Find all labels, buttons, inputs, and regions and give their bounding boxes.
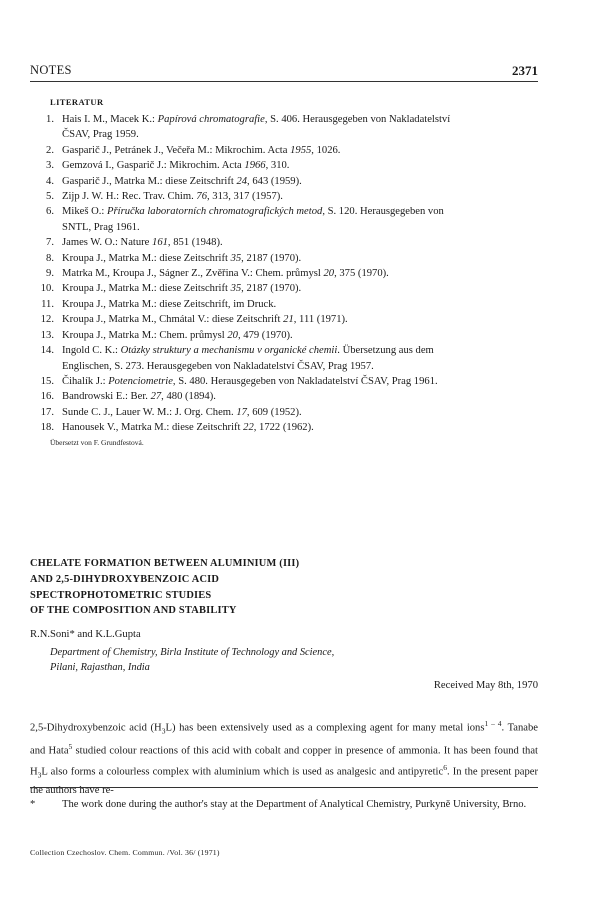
header-rule: [30, 81, 538, 82]
reference-item: [30, 389, 538, 404]
reference-item: [30, 266, 538, 281]
reference-continuation: SNTL, Prag 1961.: [62, 221, 140, 233]
reference-italic: 17: [236, 406, 247, 418]
reference-italic: 1955: [290, 144, 312, 156]
reference-item: [30, 405, 538, 420]
article-title-line: OF THE COMPOSITION AND STABILITY: [30, 605, 237, 617]
reference-number: 4.: [46, 175, 54, 187]
body-text: . Tanabe and Hata: [30, 722, 538, 757]
reference-number: 3.: [46, 160, 54, 172]
reference-italic: 21: [283, 314, 294, 326]
reference-text: , 1026.: [311, 144, 341, 156]
reference-italic: 35: [230, 283, 242, 295]
reference-text: . Übersetzung aus dem: [337, 345, 434, 357]
reference-number: 7.: [46, 237, 54, 249]
reference-text: , S. 480. Herausgegeben von Nakladatelství ČSAV, Prag 1961.: [172, 375, 438, 387]
reference-item: [30, 235, 538, 250]
reference-text: , S. 406. Herausgegeben von Nakladatelství: [264, 114, 451, 125]
reference-item: [30, 204, 538, 235]
reference-text: , S. 120. Herausgegeben von: [322, 206, 444, 218]
section-name: NOTES: [30, 63, 72, 77]
page-header: [30, 63, 538, 79]
reference-item: [30, 420, 538, 435]
affiliation-line: Department of Chemistry, Birla Institute of Technology and Science,: [50, 647, 335, 658]
reference-italic: 35: [230, 252, 242, 264]
body-text: L also forms a colourless complex with aluminium which is used as analgesic and antipyretic: [41, 766, 444, 778]
reference-italic: 24: [236, 175, 248, 187]
reference-italic: Otázky struktury a mechanismu v organické chemii: [120, 345, 338, 357]
footnote-rule: [30, 787, 538, 788]
reference-italic: 20: [227, 329, 238, 341]
footnote: [30, 797, 538, 813]
reference-item: [30, 174, 538, 189]
translator-note: Übersetzt von F. Grundfestová.: [50, 438, 144, 447]
reference-number: 14.: [40, 345, 54, 357]
reference-list: [30, 112, 538, 436]
reference-italic: 1966: [244, 160, 266, 172]
reference-item: [30, 328, 538, 343]
reference-number: 9.: [46, 268, 54, 280]
reference-text: Matrka M., Kroupa J., Ságner Z., Zvěřina V.: Chem. průmysl: [62, 268, 324, 280]
article-authors: R.N.Soni* and K.L.Gupta: [30, 629, 141, 640]
reference-number: 8.: [46, 252, 54, 264]
article-title-line: CHELATE FORMATION BETWEEN ALUMINIUM (III): [30, 558, 300, 569]
author-affiliation: [50, 646, 334, 675]
reference-item: [30, 281, 538, 296]
reference-continuation: ČSAV, Prag 1959.: [62, 129, 139, 141]
reference-text: , 480 (1894).: [161, 391, 216, 403]
reference-number: 2.: [46, 144, 54, 156]
literature-heading: LITERATUR: [50, 97, 104, 107]
reference-italic: 161: [152, 237, 168, 249]
affiliation-line: Pilani, Rajasthan, India: [50, 661, 150, 673]
reference-text: Kroupa J., Matrka M.: diese Zeitschrift: [62, 252, 231, 264]
footnote-text: The work done during the author's stay at the Department of Analytical Chemistry, Purkyně University, Brno.: [62, 799, 527, 810]
reference-text: Kroupa J., Matrka M.: diese Zeitschrift: [62, 283, 231, 295]
reference-item: [30, 189, 538, 204]
reference-italic: 27: [150, 391, 162, 403]
reference-number: 1.: [46, 114, 54, 125]
reference-item: [30, 312, 538, 327]
reference-text: Kroupa J., Matrka M.: Chem. průmysl: [62, 329, 228, 341]
reference-text: Gasparič J., Petránek J., Večeřa M.: Mikrochim. Acta: [62, 144, 291, 156]
reference-number: 6.: [46, 206, 54, 218]
article-title: [30, 556, 538, 619]
reference-text: Bandrowski E.: Ber.: [62, 391, 151, 403]
journal-footer: Collection Czechoslov. Chem. Commun. /Vol. 36/ (1971): [30, 848, 220, 857]
reference-item: [30, 297, 538, 312]
reference-text: , 2187 (1970).: [241, 252, 302, 264]
reference-text: , 1722 (1962).: [253, 422, 314, 434]
reference-italic: Potenciometrie: [108, 375, 173, 387]
reference-italic: 20: [323, 268, 335, 280]
reference-text: Hais I. M., Macek K.:: [62, 114, 158, 125]
reference-item: [30, 251, 538, 266]
reference-text: Ingold C. K.:: [62, 345, 121, 357]
reference-italic: 22: [243, 422, 254, 434]
page-number: 2371: [512, 63, 538, 78]
body-text: . In the present paper the authors have re-: [30, 766, 538, 797]
reference-text: Kroupa J., Matrka M.: diese Zeitschrift, im Druck.: [62, 298, 277, 310]
reference-text: , 479 (1970).: [237, 329, 293, 341]
reference-text: , 643 (1959).: [247, 175, 302, 187]
reference-text: Hanousek V., Matrka M.: diese Zeitschrift: [62, 422, 244, 434]
reference-continuation: Englischen, S. 273. Herausgegeben von Nakladatelství ČSAV, Prag 1957.: [62, 360, 374, 372]
reference-text: , 2187 (1970).: [241, 283, 302, 295]
reference-text: , 375 (1970).: [334, 268, 389, 280]
body-text: studied colour reactions of this acid with cobalt and copper in presence of ammonia. It has been found that H: [30, 745, 538, 778]
reference-number: 18.: [40, 422, 54, 434]
reference-text: Sunde C. J., Lauer W. M.: J. Org. Chem.: [62, 406, 237, 418]
reference-text: Zijp J. W. H.: Rec. Trav. Chim.: [62, 191, 197, 203]
reference-text: Čihalík J.:: [62, 375, 109, 387]
reference-text: , 310.: [265, 160, 290, 172]
reference-text: James W. O.: Nature: [62, 237, 153, 249]
citation-superscript: 6: [443, 762, 447, 772]
reference-number: 12.: [40, 314, 54, 326]
subscript: 3: [37, 770, 42, 780]
reference-text: Gasparič J., Matrka M.: diese Zeitschrift: [62, 175, 237, 187]
article-title-line: AND 2,5-DIHYDROXYBENZOIC ACID: [30, 573, 220, 585]
reference-italic: Příručka laboratorních chromatografických metod: [107, 206, 323, 218]
reference-item: [30, 158, 538, 173]
reference-item: [30, 374, 538, 389]
reference-number: 15.: [40, 375, 54, 387]
reference-item: [30, 143, 538, 158]
reference-number: 16.: [40, 391, 54, 403]
reference-number: 10.: [40, 283, 54, 295]
reference-text: Kroupa J., Matrka M., Chmátal V.: diese Zeitschrift: [62, 314, 284, 326]
reference-text: , 851 (1948).: [167, 237, 223, 249]
subscript: 3: [161, 726, 166, 736]
body-text: L) has been extensively used as a complexing agent for many metal ions: [165, 722, 485, 734]
reference-text: Mikeš O.:: [62, 206, 108, 218]
reference-text: , 111 (1971).: [293, 314, 348, 326]
reference-item: [30, 343, 538, 374]
reference-italic: Papírová chromatografie: [157, 114, 265, 125]
reference-number: 17.: [40, 406, 54, 418]
footnote-mark: *: [30, 799, 36, 810]
citation-superscript: 1 – 4: [484, 719, 502, 728]
reference-text: , 313, 317 (1957).: [207, 191, 283, 203]
reference-italic: 76: [196, 191, 207, 203]
reference-number: 13.: [40, 329, 54, 341]
reference-number: 11.: [41, 298, 54, 310]
article-title-line: SPECTROPHOTOMETRIC STUDIES: [30, 589, 212, 601]
citation-superscript: 5: [68, 742, 73, 752]
received-date: Received May 8th, 1970: [433, 680, 538, 691]
body-text: 2,5-Dihydroxybenzoic acid (H: [30, 722, 162, 734]
reference-text: Gemzová I., Gasparič J.: Mikrochim. Acta: [62, 160, 245, 172]
reference-text: , 609 (1952).: [246, 406, 302, 418]
reference-item: [30, 112, 538, 143]
reference-number: 5.: [46, 191, 54, 203]
